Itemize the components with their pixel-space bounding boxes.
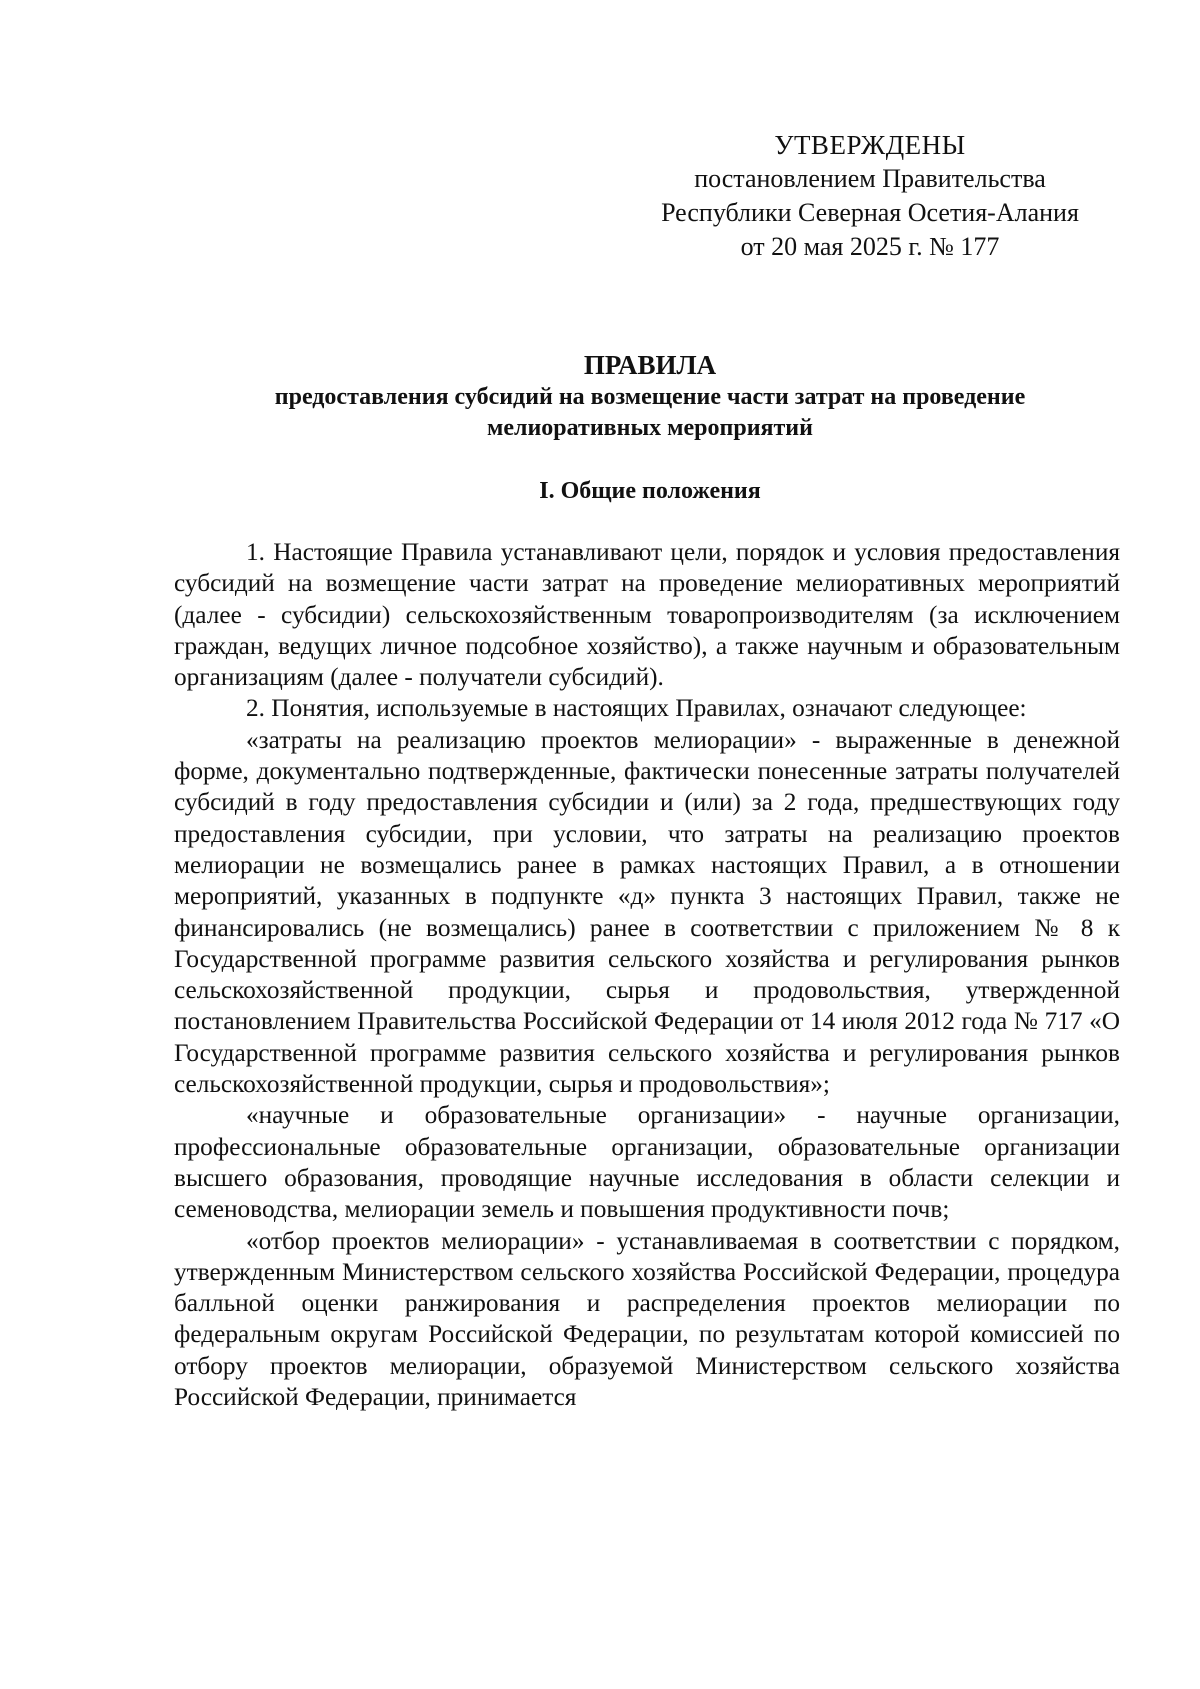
approval-line-republic: Республики Северная Осетия-Алания: [661, 198, 1079, 227]
document-subtitle-line-1: предоставления субсидий на возмещение части затрат на проведение: [274, 384, 1026, 410]
document-title-block: [170, 348, 1130, 444]
approval-stamp-block: [600, 128, 1140, 264]
approval-line-resolution: постановлением Правительства: [694, 164, 1046, 193]
section-heading: I. Общие положения: [539, 478, 761, 504]
definition-organizations: «научные и образовательные организации» - научные организации, профессиональные образовательные организации, образовательные организации высшего образования, проводящие научные исследования в области селекции и семеноводства, мелиорации земель и повышения продуктивности почв;: [174, 1101, 1120, 1224]
document-subtitle-line-2: мелиоративных мероприятий: [487, 415, 813, 441]
approval-heading: УТВЕРЖДЕНЫ: [774, 130, 966, 160]
document-title: ПРАВИЛА: [583, 350, 717, 380]
approval-line-date-number: от 20 мая 2025 г. № 177: [740, 232, 1000, 261]
document-body: [174, 537, 1120, 1413]
paragraph-1: 1. Настоящие Правила устанавливают цели, порядок и условия предоставления субсидий на возмещение части затрат на проведение мелиоративных мероприятий (далее - субсидии) сельскохозяйственным товаропроизводителям (за исключением граждан, ведущих личное подсобное хозяйство), а также научным и образовательным организациям (далее - получатели субсидий).: [174, 538, 1120, 692]
paragraph-2: 2. Понятия, используемые в настоящих Правилах, означают следующее:: [246, 694, 1027, 723]
definition-costs: «затраты на реализацию проектов мелиорации» - выраженные в денежной форме, документально подтвержденные, фактически понесенные затраты получателей субсидий в году предоставления субсидии и (или) за 2 года, предшествующих году предоставления субсидии, при условии, что затраты на реализацию проектов мелиорации не возмещались ранее в рамках настоящих Правил, а в отношении мероприятий, указанных в подпункте «д» пункта 3 настоящих Правил, также не финансировались (не возмещались) ранее в соответствии с приложением № 8 к Государственной программе развития сельского хозяйства и регулирования рынков сельскохозяйственной продукции, сырья и продовольствия, утвержденной постановлением Правительства Российской Федерации от 14 июля 2012 года № 717 «О Государственной программе развития сельского хозяйства и регулирования рынков сельскохозяйственной продукции, сырья и продовольствия»;: [174, 725, 1120, 1099]
definition-selection: «отбор проектов мелиорации» - устанавливаемая в соответствии с порядком, утвержденным Министерством сельского хозяйства Российской Федерации, процедура балльной оценки ранжирования и распределения проектов мелиорации по федеральным округам Российской Федерации, по результатам которой комиссией по отбору проектов мелиорации, образуемой Министерством сельского хозяйства Российской Федерации, принимается: [174, 1226, 1120, 1412]
